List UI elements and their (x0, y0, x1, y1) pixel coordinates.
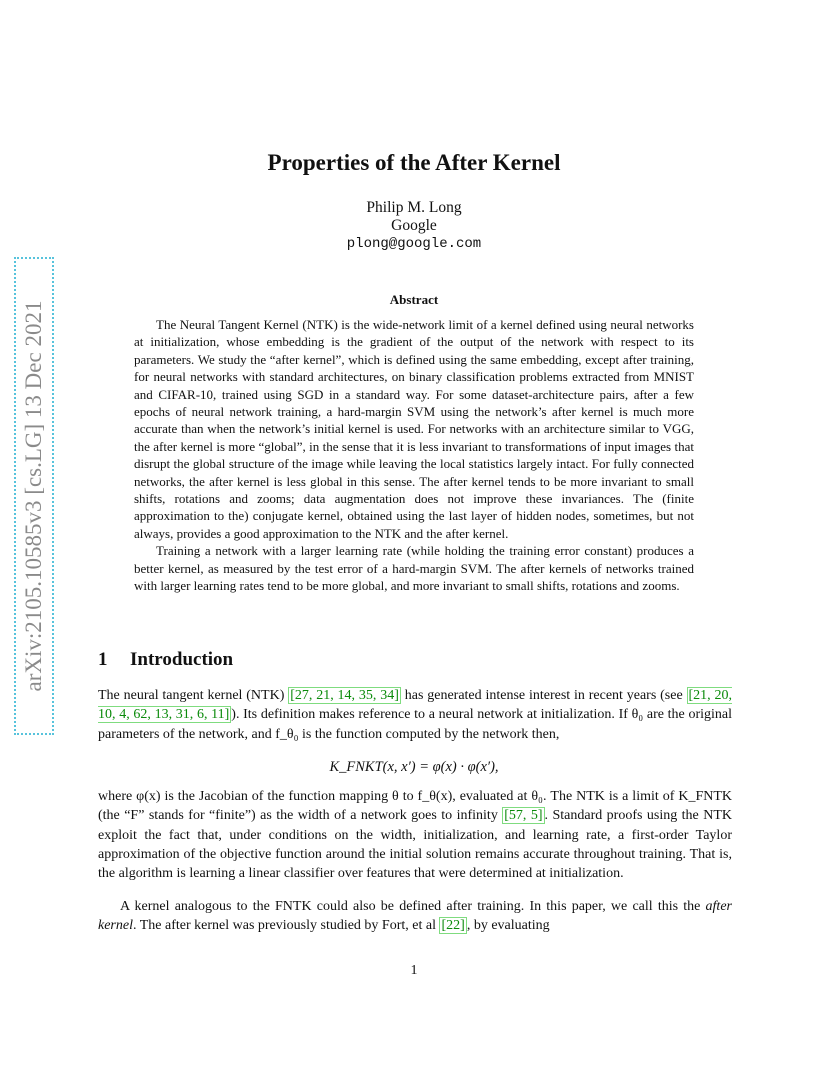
intro-paragraph-2 (98, 787, 732, 883)
section-heading (98, 649, 233, 671)
section-title: Introduction (130, 649, 234, 670)
intro-text: where φ(x) is the Jacobian of the function mapping θ to f_θ(x), evaluated at θ₀. The NTK is a limit of K_FNTK (the “F” stands for “finite”) as the width of a network goes to infinity (98, 789, 733, 824)
arxiv-stamp-text: arXiv:2105.10585v3 [cs.LG] 13 Dec 2021 (21, 300, 46, 692)
citation-link[interactable]: [22] (441, 918, 465, 934)
citation-link[interactable]: [27, 21, 14, 35, 34] (290, 688, 399, 703)
abstract-paragraph-1: The Neural Tangent Kernel (NTK) is the wide-network limit of a kernel defined using neural networks at initialization, whose embedding is the gradient of the output of the network with respect to its parameters. We study the “after kernel”, which is defined using the same embedding, except after training, for neural networks with standard architectures, on binary classification problems extracted from MNIST and CIFAR-10, trained using SGD in a standard way. For some dataset-architecture pairs, after a few epochs of neural network training, a hard-margin SVM using the network’s after kernel is much more accurate than when the network’s initial kernel is used. For networks with an architecture similar to VGG, the after kernel is more “global”, in the sense that it is less invariant to transformations of input images that disrupt the global structure of the image while leaving the local statistics largely intact. For fully connected networks, the after kernel is less global in this sense. The after kernel tends to be more invariant to small shifts, rotations and zooms; data augmentation does not improve these invariances. The (finite approximation to the) conjugate kernel, obtained using the last layer of hidden nodes, sometimes, but not always, provides a good approximation to the NTK and the after kernel. (134, 317, 694, 541)
page-number: 1 (410, 963, 418, 978)
paper-title: Properties of the After Kernel (267, 150, 561, 175)
abstract-paragraph-2: Training a network with a larger learning rate (while holding the training error constant) produces a better kernel, as measured by the test error of a hard-margin SVM. The after kernels of networks trained with larger learning rates tend to be more global, and more invariant to small shifts, rotations and zooms. (134, 543, 694, 594)
intro-text: . The after kernel was previously studied by Fort, et al (132, 918, 440, 934)
section-number: 1 (98, 649, 108, 670)
intro-paragraph-3 (98, 897, 732, 936)
abstract-body (134, 316, 694, 595)
equation-fntk: K_FNKT(x, x′) = φ(x) · φ(x′), (329, 759, 499, 775)
intro-text: The neural tangent kernel (NTK) (98, 688, 289, 703)
intro-text: ). Its definition makes reference to a neural network at initialization. If θ₀ are the original parameters of the network, and f_θ₀ is the function computed by the network then, (98, 707, 732, 742)
arxiv-stamp[interactable] (14, 257, 54, 735)
citation-link[interactable]: [57, 5] (504, 808, 543, 824)
author-affiliation: Google (391, 217, 437, 234)
abstract-heading: Abstract (389, 292, 439, 307)
intro-text: . Standard proofs using the NTK exploit the fact that, under conditions on the width, initialization, and learning rate, a first-order Taylor approximation of the objective function around the initial solution remains accurate throughout training. That is, the algorithm is learning a linear classifier over features that were determined at initialization. (98, 808, 732, 882)
intro-text: A kernel analogous to the FNTK could also be defined after training. In this paper, we call this the (120, 899, 706, 914)
author-name: Philip M. Long (366, 199, 462, 216)
intro-text: , by evaluating (466, 918, 550, 934)
intro-paragraph-1 (98, 686, 732, 744)
intro-text: has generated intense interest in recent years (see (400, 688, 687, 703)
author-email[interactable]: plong@google.com (346, 236, 482, 252)
emphasis-after-kernel: after kernel (98, 899, 732, 934)
citation-link[interactable]: [21, 20, 10, 4, 62, 13, 31, 6, 11] (98, 688, 733, 723)
